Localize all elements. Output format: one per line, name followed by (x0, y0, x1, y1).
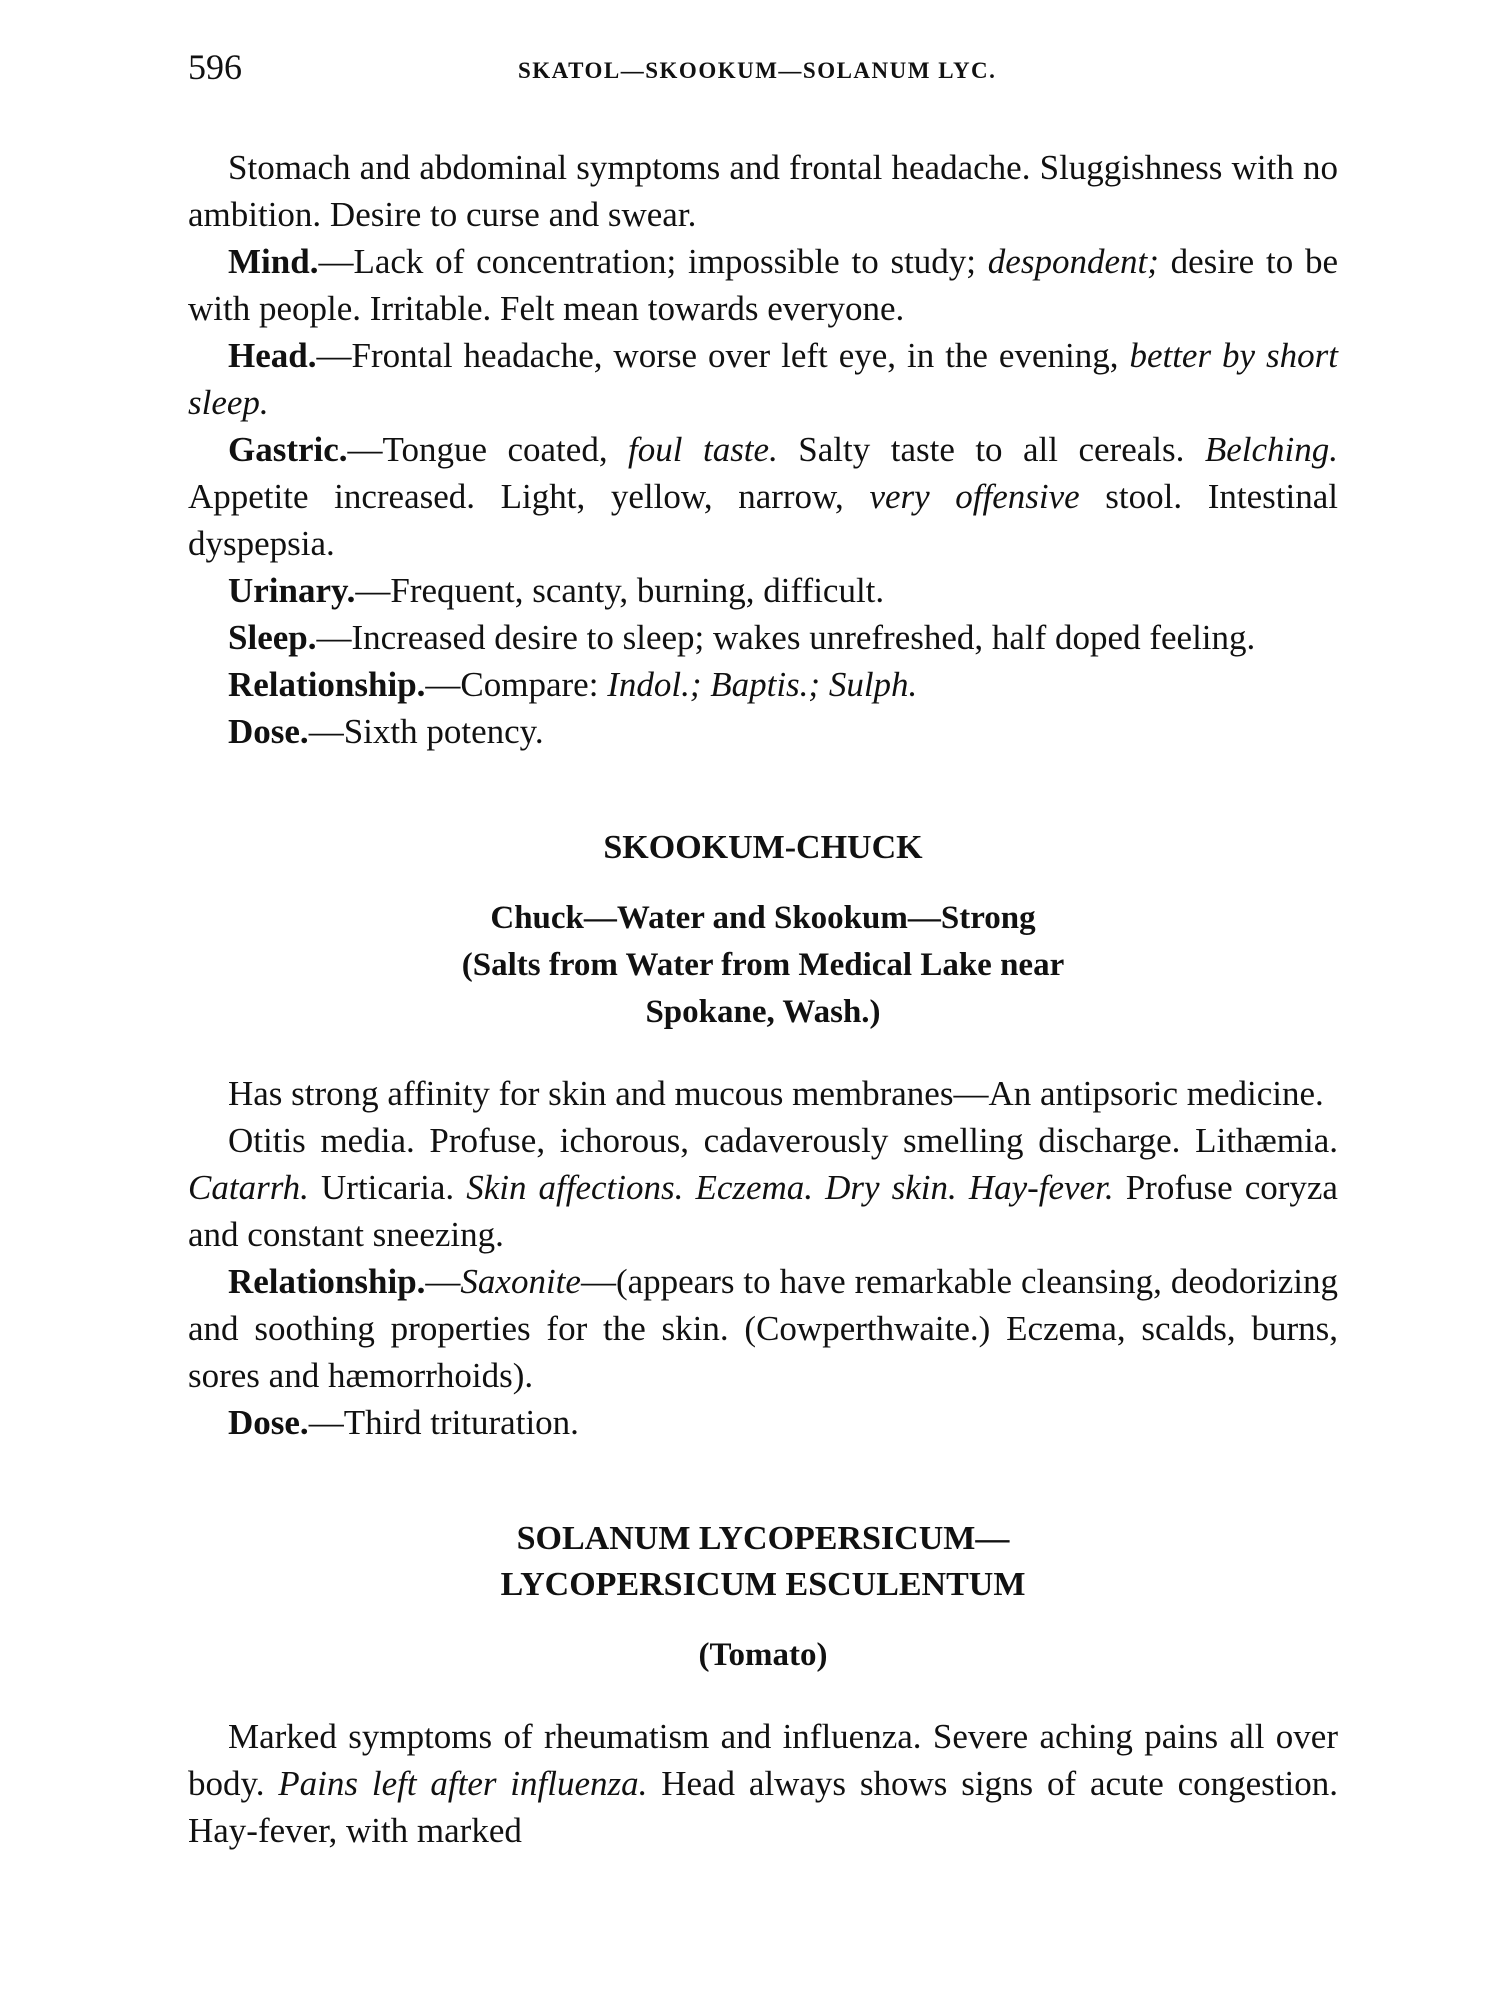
relationship-text: —Compare: (425, 665, 608, 704)
skookum-title: SKOOKUM-CHUCK (603, 829, 923, 866)
skatol-sleep (188, 614, 1338, 661)
dose-label: Dose. (228, 712, 309, 751)
gastric-label: Gastric. (228, 430, 348, 469)
page-number: 596 (188, 47, 242, 87)
head-text-a: —Frontal headache, worse over left eye, in the evening, (316, 336, 1130, 375)
head-label: Head. (228, 336, 317, 375)
skatol-head (188, 332, 1338, 426)
page-header (188, 40, 1338, 100)
skatol-intro: Stomach and abdominal symptoms and frontal headache. Sluggishness with no ambition. Desire to curse and swear. (188, 148, 1338, 234)
gastric-italic-1: foul taste. (628, 430, 778, 469)
gastric-italic-2: Belching. (1204, 430, 1338, 469)
sleep-text: —Increased desire to sleep; wakes unrefreshed, half doped feeling. (316, 618, 1256, 657)
skatol-gastric (188, 426, 1338, 567)
skookum-relationship-label: Relationship. (228, 1262, 426, 1301)
dose-text: —Sixth potency. (308, 712, 544, 751)
sleep-label: Sleep. (228, 618, 317, 657)
skatol-relationship (188, 661, 1338, 708)
skookum-dose (188, 1399, 1338, 1446)
skatol-dose (188, 708, 1338, 755)
skookum-relationship-b: —(appears to have remarkable cleansing, deodorizing and soothing properties for the skin. (Cowperthwaite.) Eczema, scalds, burns, sores and hæmorrhoids). (188, 1262, 1338, 1395)
solanum-intro-a: Marked symptoms of rheumatism and influenza. Severe aching pains all over body. (188, 1717, 1338, 1803)
skookum-relationship-italic: Saxonite (460, 1262, 581, 1301)
gastric-text-d: stool. Intestinal dyspepsia. (188, 477, 1338, 563)
gastric-text-c: Appetite increased. Light, yellow, narrow, (188, 477, 870, 516)
skookum-para2-italic-2: Skin affections. Eczema. Dry skin. Hay-fever. (466, 1168, 1114, 1207)
mind-text-b: desire to be with people. Irritable. Felt mean towards everyone. (188, 242, 1338, 328)
skookum-para2-b: Urticaria. (308, 1168, 467, 1207)
urinary-text: —Frequent, scanty, burning, difficult. (355, 571, 885, 610)
book-page (188, 40, 1338, 1970)
skookum-para2 (188, 1117, 1338, 1258)
skookum-para2-italic-1: Catarrh. (188, 1168, 309, 1207)
mind-italic: despondent; (987, 242, 1159, 281)
skookum-subtitle-1: Chuck—Water and Skookum—Strong (490, 900, 1036, 936)
gastric-italic-3: very offensive (869, 477, 1080, 516)
skookum-para2-c: Profuse coryza and constant sneezing. (188, 1168, 1338, 1254)
skatol-mind (188, 238, 1338, 332)
mind-text-a: —Lack of concentration; impossible to study; (318, 242, 988, 281)
skookum-dose-text: —Third trituration. (308, 1403, 579, 1442)
skookum-relationship-a: — (425, 1262, 461, 1301)
skookum-subtitle-2: (Salts from Water from Medical Lake near (461, 947, 1065, 983)
skookum-intro: Has strong affinity for skin and mucous membranes—An antipsoric medicine. (228, 1074, 1324, 1113)
skatol-urinary (188, 567, 1338, 614)
relationship-label: Relationship. (228, 665, 426, 704)
mind-label: Mind. (228, 242, 319, 281)
gastric-text-b: Salty taste to all cereals. (777, 430, 1205, 469)
skookum-subtitle-3: Spokane, Wash.) (645, 994, 881, 1030)
skookum-dose-label: Dose. (228, 1403, 309, 1442)
solanum-subtitle: (Tomato) (698, 1637, 828, 1673)
solanum-intro-b: Head always shows signs of acute congestion. Hay-fever, with marked (188, 1764, 1338, 1850)
gastric-text-a: —Tongue coated, (347, 430, 629, 469)
solanum-title-1: SOLANUM LYCOPERSICUM— (516, 1520, 1010, 1557)
relationship-italic: Indol.; Baptis.; Sulph. (607, 665, 918, 704)
urinary-label: Urinary. (228, 571, 356, 610)
solanum-title-2: LYCOPERSICUM ESCULENTUM (500, 1566, 1026, 1603)
running-head: SKATOL—SKOOKUM—SOLANUM LYC. (518, 58, 997, 83)
solanum-intro (188, 1713, 1338, 1854)
skookum-para2-a: Otitis media. Profuse, ichorous, cadaverously smelling discharge. Lithæmia. (228, 1121, 1338, 1160)
solanum-intro-italic: Pains left after influenza. (278, 1764, 648, 1803)
skookum-relationship (188, 1258, 1338, 1399)
head-italic: better by short sleep. (188, 336, 1338, 422)
